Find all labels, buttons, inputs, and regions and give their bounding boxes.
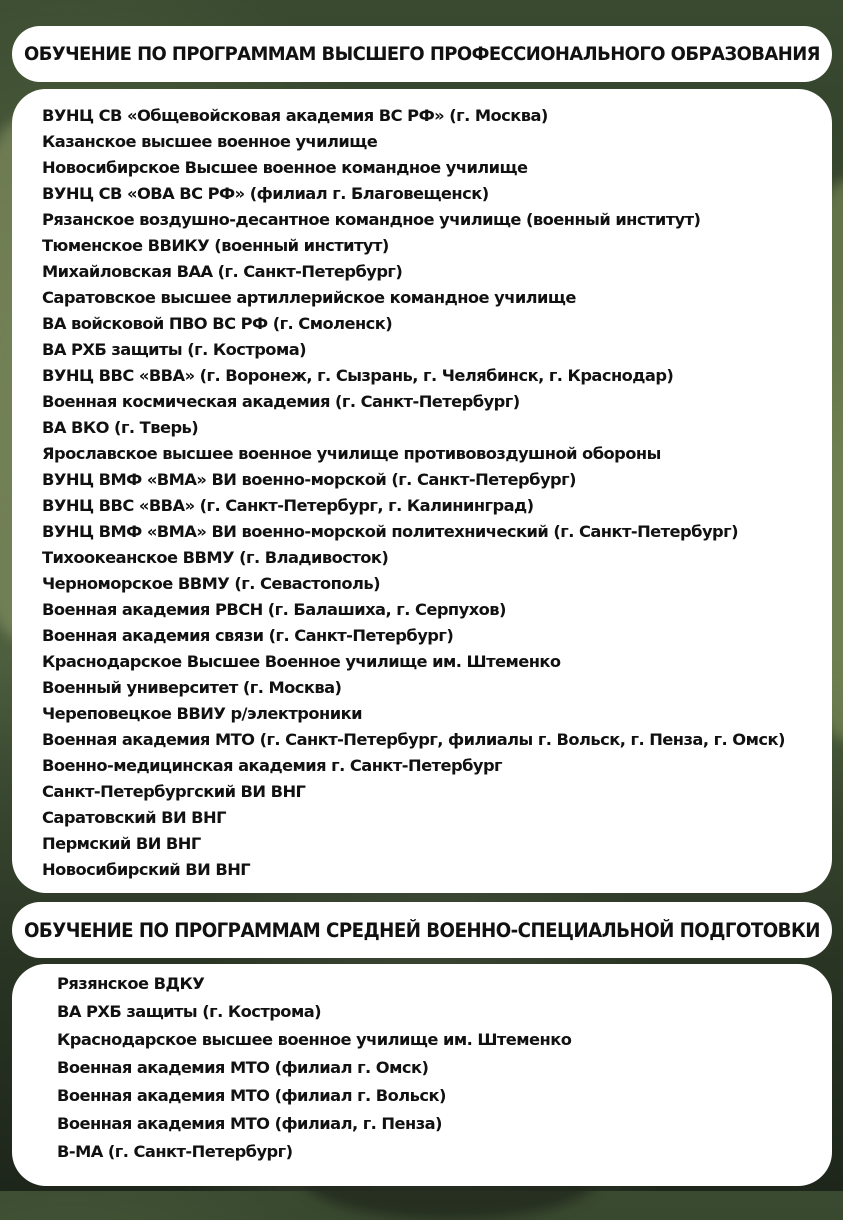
list-item-text: ВУНЦ ВВС «ВВА» (г. Санкт-Петербург, г. Калининград) [42,496,534,515]
list-item-text: Краснодарское высшее военное училище им. Штеменко [57,1030,572,1049]
list-item-text: Пермский ВИ ВНГ [42,834,201,853]
list-item-text: Военная академия РВСН (г. Балашиха, г. Серпухов) [42,600,506,619]
list-item-text: Краснодарское Высшее Военное училище им. Штеменко [42,652,561,671]
list-item [42,779,822,805]
list-item-text: ВА РХБ защиты (г. Кострома) [42,340,307,359]
list-item-text: Черноморское ВВМУ (г. Севастополь) [42,574,381,593]
list-item-text: Саратовский ВИ ВНГ [42,808,226,827]
list-item [57,1110,822,1138]
list-item-text: ВУНЦ ВВС «ВВА» (г. Воронеж, г. Сызрань, г. Челябинск, г. Краснодар) [42,366,674,385]
list-item [42,363,822,389]
list-item [42,701,822,727]
list-item-text: ВУНЦ СВ «Общевойсковая академия ВС РФ» (г. Москва) [42,106,548,125]
list-item-text: Саратовское высшее артиллерийское командное училище [42,288,576,307]
list-item [42,493,822,519]
list-item [57,1138,822,1166]
list-item-text: Михайловская ВАА (г. Санкт-Петербург) [42,262,403,281]
list-item-text: Новосибирское Высшее военное командное училище [42,158,528,177]
list-item [42,571,822,597]
list-item-text: Санкт-Петербургский ВИ ВНГ [42,782,306,801]
list-item-text: ВУНЦ СВ «ОВА ВС РФ» (филиал г. Благовещенск) [42,184,489,203]
list-item-text: ВА РХБ защиты (г. Кострома) [57,1002,322,1021]
higher-education-list [42,103,822,883]
list-item [42,545,822,571]
list-item-text: Военная космическая академия (г. Санкт-Петербург) [42,392,520,411]
list-item [42,181,822,207]
list-item [42,441,822,467]
list-item [42,207,822,233]
list-item [42,675,822,701]
list-item [42,415,822,441]
list-item [42,285,822,311]
list-item [57,1026,822,1054]
list-item-text: Военная академия МТО (филиал г. Вольск) [57,1086,446,1105]
list-item [42,233,822,259]
list-item-text: Новосибирский ВИ ВНГ [42,860,251,879]
list-item-text: Ярославское высшее военное училище противовоздушной обороны [42,444,661,463]
list-item [42,311,822,337]
list-item-text: Рязанское воздушно-десантное командное училище (военный институт) [42,210,701,229]
list-item [42,129,822,155]
list-item [57,998,822,1026]
list-item [42,805,822,831]
list-item-text: Военный университет (г. Москва) [42,678,342,697]
list-item [42,597,822,623]
secondary-education-list [57,970,822,1166]
list-item [42,519,822,545]
list-item-text: Военная академия МТО (г. Санкт-Петербург, филиалы г. Вольск, г. Пенза, г. Омск) [42,730,785,749]
list-item [42,259,822,285]
list-item-text: Казанское высшее военное училище [42,132,378,151]
heading-text: ОБУЧЕНИЕ ПО ПРОГРАММАМ ВЫСШЕГО ПРОФЕССИОНАЛЬНОГО ОБРАЗОВАНИЯ [24,43,820,65]
secondary-education-list-panel [12,964,832,1186]
list-item [42,467,822,493]
list-item-text: ВА ВКО (г. Тверь) [42,418,199,437]
list-item [42,623,822,649]
list-item [42,857,822,883]
list-item-text: Тюменское ВВИКУ (военный институт) [42,236,389,255]
list-item [57,1054,822,1082]
list-item-text: Тихоокеанское ВВМУ (г. Владивосток) [42,548,389,567]
list-item-text: Рязянское ВДКУ [57,974,205,993]
list-item [42,831,822,857]
heading-text: ОБУЧЕНИЕ ПО ПРОГРАММАМ СРЕДНЕЙ ВОЕННО-СПЕЦИАЛЬНОЙ ПОДГОТОВКИ [24,918,821,942]
list-item [42,389,822,415]
list-item [42,753,822,779]
list-item-text: Череповецкое ВВИУ р/электроники [42,704,362,723]
list-item [42,727,822,753]
secondary-education-heading [12,902,832,958]
list-item-text: В-МА (г. Санкт-Петербург) [57,1142,293,1161]
list-item-text: Военная академия МТО (филиал, г. Пенза) [57,1114,442,1133]
list-item [42,649,822,675]
higher-education-list-panel [12,89,832,893]
list-item-text: ВУНЦ ВМФ «ВМА» ВИ военно-морской политехнический (г. Санкт-Петербург) [42,522,738,541]
list-item-text: Военная академия связи (г. Санкт-Петербург) [42,626,454,645]
list-item-text: ВА войсковой ПВО ВС РФ (г. Смоленск) [42,314,393,333]
higher-education-heading [12,26,832,82]
list-item-text: Военно-медицинская академия г. Санкт-Петербург [42,756,503,775]
list-item [42,155,822,181]
list-item [42,103,822,129]
list-item [57,970,822,998]
list-item [42,337,822,363]
list-item-text: ВУНЦ ВМФ «ВМА» ВИ военно-морской (г. Санкт-Петербург) [42,470,576,489]
list-item [57,1082,822,1110]
list-item-text: Военная академия МТО (филиал г. Омск) [57,1058,429,1077]
